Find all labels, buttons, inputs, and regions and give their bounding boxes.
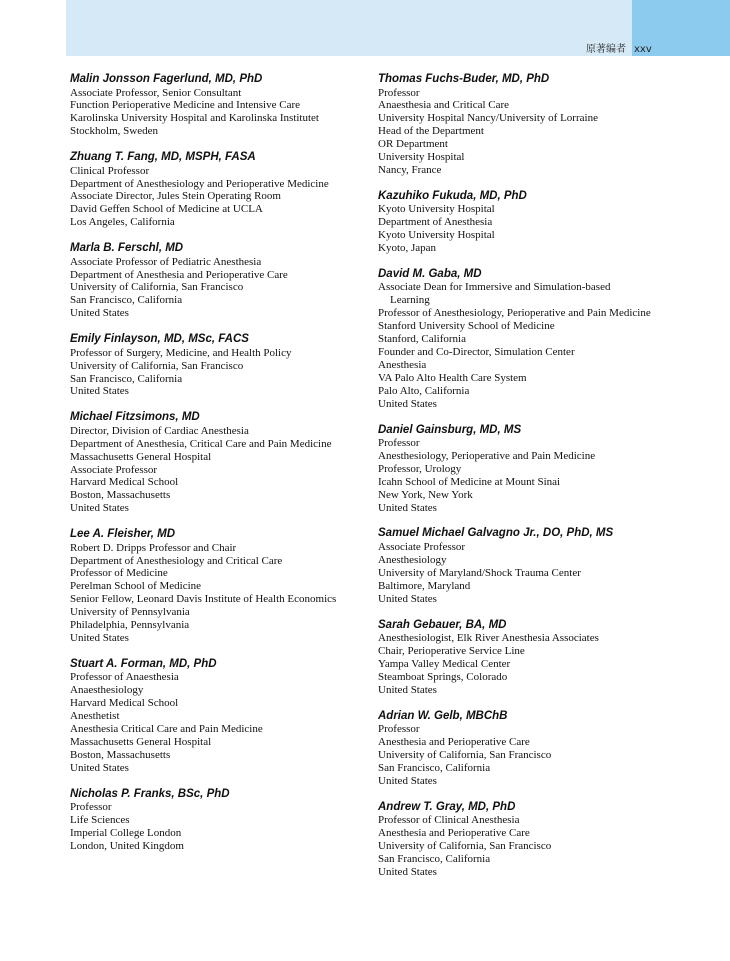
affiliation-line: Clinical Professor xyxy=(70,164,150,177)
affiliation-line: Anesthetist xyxy=(70,710,120,723)
affiliation-line: Anesthesiology xyxy=(378,553,447,566)
contributor-entry xyxy=(70,410,370,515)
affiliation-line: Professor xyxy=(378,86,420,99)
affiliation-line: Anesthesia xyxy=(378,358,427,371)
affiliation-line: Head of the Department xyxy=(378,125,484,138)
affiliation-line: Anesthesiologist, Elk River Anesthesia Associates xyxy=(378,632,599,644)
affiliation-line: Palo Alto, California xyxy=(378,384,470,397)
contributor-name: Thomas Fuchs-Buder, MD, PhD xyxy=(378,73,550,85)
affiliation-line: University of California, San Francisco xyxy=(378,748,552,761)
affiliation-line: VA Palo Alto Health Care System xyxy=(378,371,527,384)
affiliation-line: Icahn School of Medicine at Mount Sinai xyxy=(378,475,561,488)
affiliation-line: Anesthesia and Perioperative Care xyxy=(378,735,530,748)
affiliation-line: Anesthesia Critical Care and Pain Medicine xyxy=(70,723,263,736)
affiliation-line: Yampa Valley Medical Center xyxy=(378,657,511,670)
contributor-name: Adrian W. Gelb, MBChB xyxy=(378,709,508,722)
affiliation-line: Nancy, France xyxy=(378,163,442,176)
affiliation-line: University of Pennsylvania xyxy=(70,606,190,619)
affiliation-line: United States xyxy=(378,683,437,696)
contributor-name: Zhuang T. Fang, MD, MSPH, FASA xyxy=(70,151,256,164)
contributor-entry xyxy=(70,241,370,320)
contributor-name: Kazuhiko Fukuda, MD, PhD xyxy=(378,189,527,202)
affiliation-line: San Francisco, California xyxy=(378,852,491,865)
affiliation-line: United States xyxy=(70,502,129,515)
affiliation-line: Massachusetts General Hospital xyxy=(70,450,212,463)
affiliation-line: Professor of Clinical Anesthesia xyxy=(378,814,520,827)
affiliation-line: Associate Professor, Senior Consultant xyxy=(70,86,242,99)
contributor-name: Marla B. Ferschl, MD xyxy=(70,242,184,255)
affiliation-line: Professor of Medicine xyxy=(70,567,168,580)
affiliation-line: Stanford, California xyxy=(378,333,466,346)
affiliation-line: University of California, San Francisco xyxy=(378,839,552,852)
affiliation-line: Department of Anesthesia, Critical Care and Pain Medicine xyxy=(70,437,332,450)
header-band xyxy=(66,0,632,56)
affiliation-line: Harvard Medical School xyxy=(70,697,179,710)
affiliation-line: Stanford University School of Medicine xyxy=(378,320,555,333)
contributor-entry xyxy=(70,332,370,398)
affiliation-line: Learning xyxy=(390,294,430,307)
affiliation-line: United States xyxy=(378,774,437,787)
affiliation-line: Chair, Perioperative Service Line xyxy=(378,644,525,657)
contributor-entry xyxy=(378,709,708,788)
affiliation-line: United States xyxy=(378,501,437,514)
affiliation-line: Anesthesiology, Perioperative and Pain Medicine xyxy=(378,449,596,462)
affiliation-line: University of California, San Francisco xyxy=(70,359,244,372)
affiliation-line: United States xyxy=(378,397,437,410)
affiliation-line: Harvard Medical School xyxy=(70,476,179,489)
affiliation-line: Anaesthesiology xyxy=(70,684,144,697)
affiliation-line: San Francisco, California xyxy=(378,761,491,774)
affiliation-line: OR Department xyxy=(378,138,448,151)
affiliation-line: Anesthesia and Perioperative Care xyxy=(378,826,530,839)
page-number: xxv xyxy=(634,44,652,55)
contributors-column-right xyxy=(378,72,708,891)
affiliation-line: Steamboat Springs, Colorado xyxy=(378,670,508,683)
contributor-entry xyxy=(378,800,708,879)
affiliation-line: Professor of Anesthesiology, Perioperative and Pain Medicine xyxy=(378,307,651,320)
affiliation-line: Baltimore, Maryland xyxy=(378,579,471,592)
affiliation-line: United States xyxy=(378,592,437,605)
affiliation-line: Founder and Co-Director, Simulation Center xyxy=(378,346,575,358)
affiliation-line: Associate Dean for Immersive and Simulation-based xyxy=(378,281,611,294)
affiliation-line: Massachusetts General Hospital xyxy=(70,735,212,748)
affiliation-line: Perelman School of Medicine xyxy=(70,580,202,593)
affiliation-line: Department of Anesthesiology and Critical Care xyxy=(70,554,283,567)
contributor-name: Stuart A. Forman, MD, PhD xyxy=(70,657,217,670)
contributor-name: Daniel Gainsburg, MD, MS xyxy=(378,423,522,436)
affiliation-line: Boston, Massachusetts xyxy=(70,748,171,761)
affiliation-line: Stockholm, Sweden xyxy=(70,125,158,138)
contributor-entry xyxy=(378,618,708,697)
section-title: 原著编者 xyxy=(586,44,626,55)
contributor-name: Sarah Gebauer, BA, MD xyxy=(378,618,507,631)
affiliation-line: London, United Kingdom xyxy=(70,839,184,852)
affiliation-line: Life Sciences xyxy=(70,814,130,827)
contributor-name: Nicholas P. Franks, BSc, PhD xyxy=(70,787,230,800)
affiliation-line: David Geffen School of Medicine at UCLA xyxy=(70,203,263,216)
affiliation-line: United States xyxy=(378,865,437,878)
affiliation-line: Professor xyxy=(70,801,112,814)
contributor-name: Michael Fitzsimons, MD xyxy=(70,411,200,424)
contributor-entry xyxy=(378,189,708,255)
contributor-name: Malin Jonsson Fagerlund, MD, PhD xyxy=(70,73,263,85)
contributor-entry xyxy=(378,267,708,411)
affiliation-line: Boston, Massachusetts xyxy=(70,489,171,502)
affiliation-line: Associate Professor of Pediatric Anesthesia xyxy=(70,255,262,268)
affiliation-line: United States xyxy=(70,385,129,398)
affiliation-line: Associate Professor xyxy=(378,540,466,553)
affiliation-line: United States xyxy=(70,307,129,320)
contributors-column-left xyxy=(70,72,370,865)
affiliation-line: San Francisco, California xyxy=(70,372,183,385)
affiliation-line: Los Angeles, California xyxy=(70,216,175,229)
contributor-name: David M. Gaba, MD xyxy=(378,267,482,280)
affiliation-line: Professor xyxy=(378,437,420,450)
running-head xyxy=(586,40,652,55)
affiliation-line: University Hospital xyxy=(378,151,465,164)
affiliation-line: University of Maryland/Shock Trauma Center xyxy=(378,566,581,579)
contributor-name: Emily Finlayson, MD, MSc, FACS xyxy=(70,333,249,346)
affiliation-line: Professor xyxy=(378,723,420,736)
affiliation-line: San Francisco, California xyxy=(70,294,183,307)
contributor-entry xyxy=(70,787,370,853)
contributor-entry xyxy=(70,72,370,138)
affiliation-line: Karolinska University Hospital and Karolinska Institutet xyxy=(70,112,319,125)
affiliation-line: Associate Professor xyxy=(70,463,158,476)
affiliation-line: Robert D. Dripps Professor and Chair xyxy=(70,541,237,554)
affiliation-line: University Hospital Nancy/University of Lorraine xyxy=(378,112,598,125)
contributor-name: Samuel Michael Galvagno Jr., DO, PhD, MS xyxy=(378,527,614,540)
contributor-name: Andrew T. Gray, MD, PhD xyxy=(378,800,516,813)
affiliation-line: Professor of Anaesthesia xyxy=(70,671,179,684)
affiliation-line: Function Perioperative Medicine and Intensive Care xyxy=(70,99,301,112)
affiliation-line: Kyoto University Hospital xyxy=(378,229,495,242)
affiliation-line: Philadelphia, Pennsylvania xyxy=(70,619,190,632)
contributor-entry xyxy=(70,657,370,775)
contributor-name: Lee A. Fleisher, MD xyxy=(70,528,176,541)
affiliation-line: Kyoto University Hospital xyxy=(378,203,495,216)
contributor-entry xyxy=(70,150,370,229)
affiliation-line: University of California, San Francisco xyxy=(70,281,244,294)
affiliation-line: Associate Director, Jules Stein Operating Room xyxy=(70,190,281,203)
affiliation-line: Kyoto, Japan xyxy=(378,242,437,255)
affiliation-line: United States xyxy=(70,632,129,644)
contributor-entry xyxy=(70,527,370,645)
affiliation-line: Department of Anesthesia and Perioperative Care xyxy=(70,268,288,281)
affiliation-line: Anaesthesia and Critical Care xyxy=(378,99,510,112)
contributor-entry xyxy=(378,423,708,515)
affiliation-line: United States xyxy=(70,761,129,774)
contributor-entry xyxy=(378,72,708,177)
affiliation-line: Director, Division of Cardiac Anesthesia xyxy=(70,424,249,437)
affiliation-line: Department of Anesthesiology and Perioperative Medicine xyxy=(70,177,329,190)
affiliation-line: New York, New York xyxy=(378,488,473,501)
affiliation-line: Imperial College London xyxy=(70,826,182,839)
affiliation-line: Senior Fellow, Leonard Davis Institute of Health Economics xyxy=(70,593,337,606)
affiliation-line: Department of Anesthesia xyxy=(378,216,493,229)
affiliation-line: Professor, Urology xyxy=(378,462,462,475)
contributor-entry xyxy=(378,526,708,605)
affiliation-line: Professor of Surgery, Medicine, and Health Policy xyxy=(70,346,292,359)
